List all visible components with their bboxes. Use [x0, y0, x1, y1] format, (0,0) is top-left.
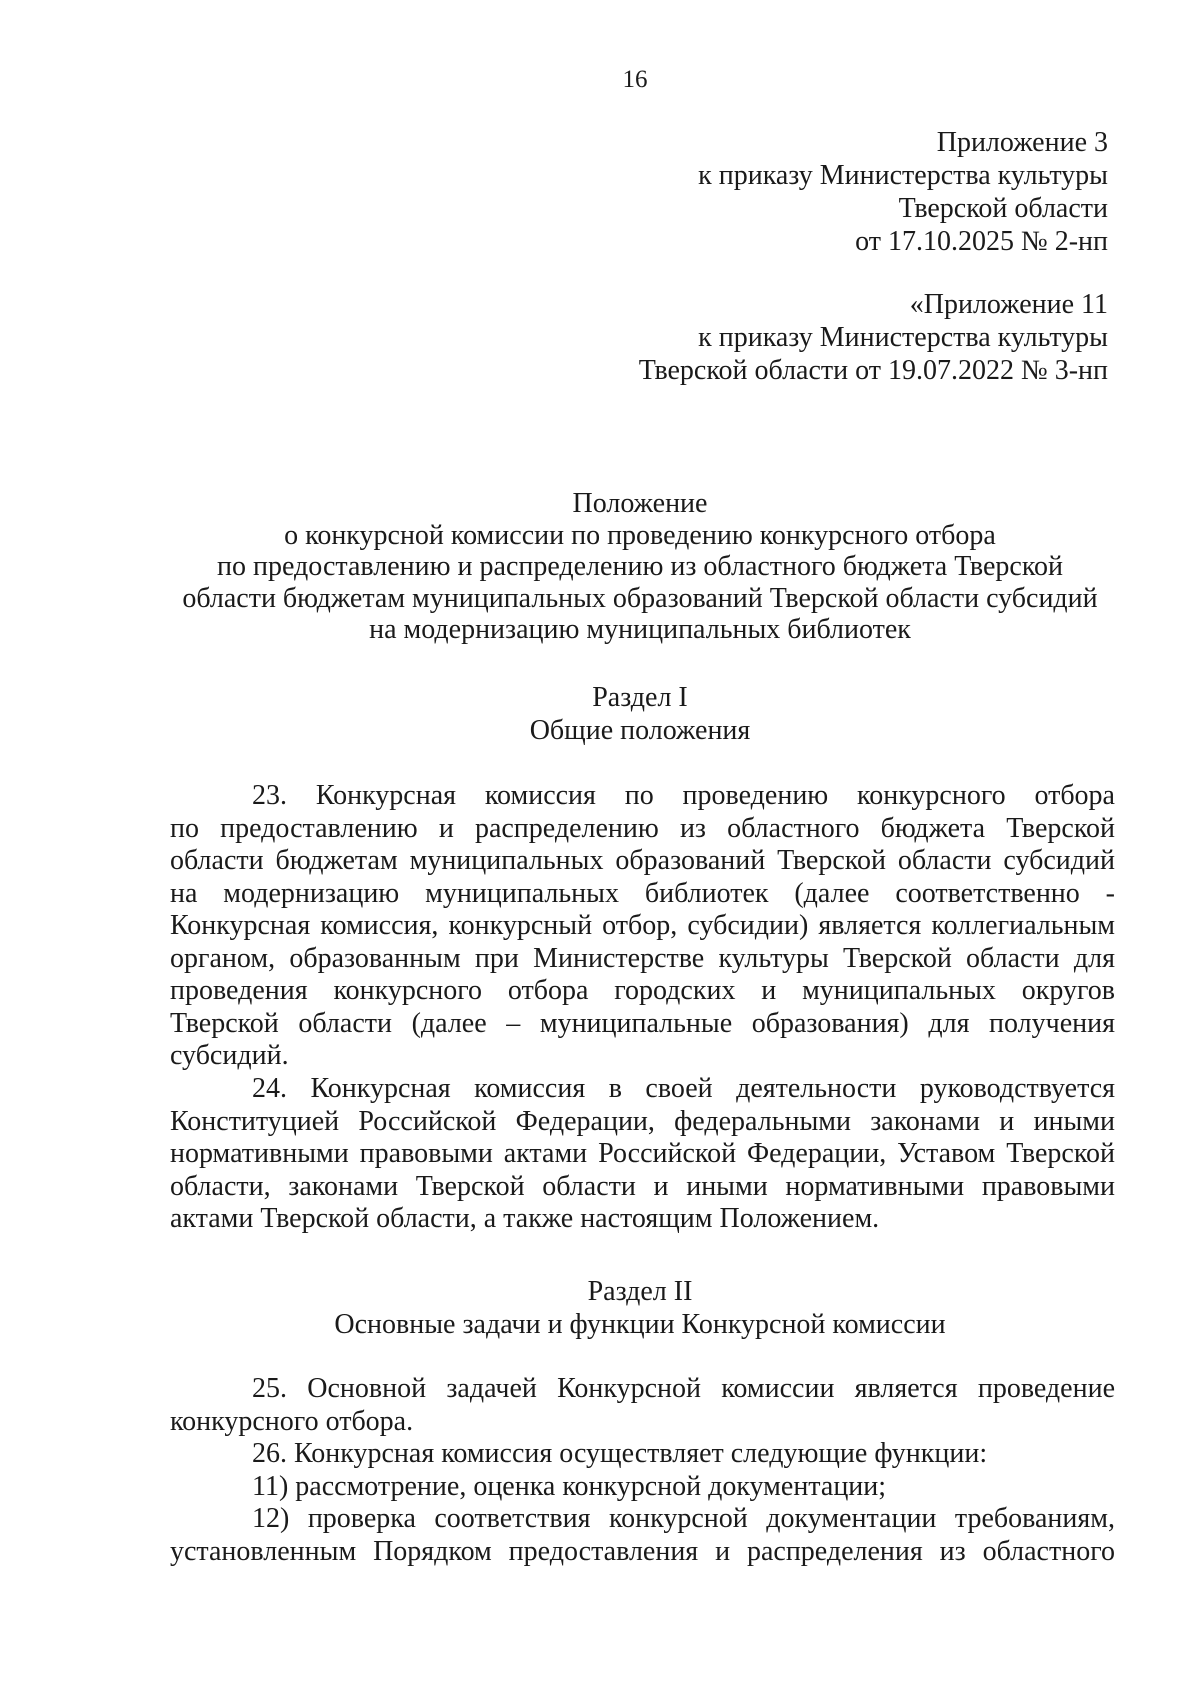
attachment-header-current — [698, 126, 1108, 258]
section-heading-1 — [140, 681, 1140, 747]
section-label: Раздел II — [587, 1276, 693, 1307]
paragraph-25-26 — [170, 1373, 1115, 1568]
paragraph-line: области, законами Тверской области и иными нормативными правовыми — [170, 1170, 1115, 1202]
section-heading-2 — [140, 1275, 1140, 1341]
paragraph-line: субсидий. — [170, 1040, 289, 1071]
paragraph-line: 23. Конкурсная комиссия по проведению конкурсного отбора — [252, 780, 1115, 811]
title-line: на модернизацию муниципальных библиотек — [369, 614, 911, 645]
paragraph-line: на модернизацию муниципальных библиотек (далее соответственно - — [170, 877, 1115, 909]
section-title: Основные задачи и функции Конкурсной комиссии — [334, 1309, 946, 1340]
attachment-line: от 17.10.2025 № 2-нп — [855, 226, 1108, 257]
title-line: Положение — [572, 488, 708, 519]
page-number: 16 — [622, 66, 648, 93]
paragraph-line: Тверской области (далее – муниципальные образования) для получения — [170, 1007, 1115, 1039]
section-label: Раздел I — [592, 682, 688, 713]
paragraph-line: 25. Основной задачей Конкурсной комиссии является проведение — [252, 1373, 1115, 1404]
paragraph-line: органом, образованным при Министерстве культуры Тверской области для — [170, 942, 1115, 974]
paragraph-line: проведения конкурсного отбора городских и муниципальных округов — [170, 975, 1115, 1006]
title-line: о конкурсной комиссии по проведению конкурсного отбора — [284, 519, 996, 551]
paragraph-line: Конституцией Российской Федерации, федеральными законами и иными — [170, 1105, 1115, 1137]
paragraph-line: области бюджетам муниципальных образований Тверской области субсидий — [170, 845, 1115, 876]
title-line: по предоставлению и распределению из областного бюджета Тверской — [216, 551, 1063, 582]
list-item: 11) рассмотрение, оценка конкурсной документации; — [252, 1470, 887, 1502]
paragraph-line: по предоставлению и распределению из областного бюджета Тверской — [170, 812, 1115, 844]
paragraph-24 — [170, 1073, 1115, 1236]
attachment-header-original — [639, 288, 1108, 387]
attachment-line: к приказу Министерства культуры — [698, 322, 1108, 353]
paragraph-23 — [170, 780, 1115, 1073]
paragraph-line: Конкурсная комиссия, конкурсный отбор, субсидии) является коллегиальным — [170, 910, 1115, 941]
paragraph-line: нормативными правовыми актами Российской Федерации, Уставом Тверской — [170, 1138, 1115, 1169]
attachment-line: Приложение 3 — [936, 127, 1108, 158]
attachment-line: Тверской области — [898, 193, 1108, 224]
paragraph-line: 24. Конкурсная комиссия в своей деятельности руководствуется — [252, 1073, 1115, 1104]
paragraph-line: 26. Конкурсная комиссия осуществляет следующие функции: — [252, 1438, 988, 1469]
paragraph-line: конкурсного отбора. — [170, 1405, 414, 1437]
attachment-line: «Приложение 11 — [909, 289, 1108, 320]
section-title: Общие положения — [529, 715, 751, 746]
title-line: области бюджетам муниципальных образований Тверской области субсидий — [182, 582, 1098, 614]
paragraph-line: актами Тверской области, а также настоящим Положением. — [170, 1203, 880, 1234]
paragraph-line: установленным Порядком предоставления и распределения из областного — [170, 1535, 1115, 1567]
document-title — [140, 488, 1140, 646]
attachment-line: Тверской области от 19.07.2022 № 3-нп — [638, 355, 1108, 386]
attachment-line: к приказу Министерства культуры — [698, 160, 1108, 191]
list-item: 12) проверка соответствия конкурсной документации требованиям, — [252, 1503, 1115, 1534]
